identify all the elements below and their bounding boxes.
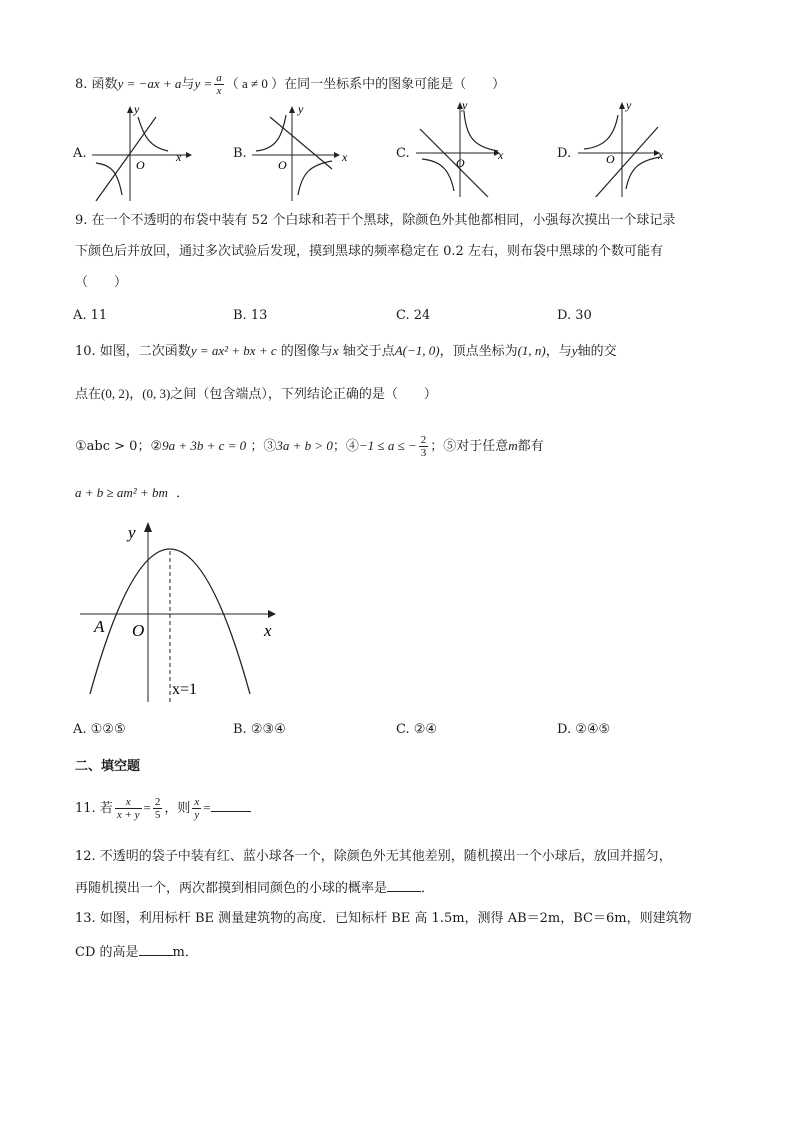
q10-line-2: 点在(0, 2)，(0, 3)之间（包含端点），下列结论正确的是（ ） [75, 386, 437, 402]
q8d-origin: O [606, 152, 615, 166]
q8-option-b[interactable]: B. [233, 146, 247, 161]
q8-option-a[interactable]: A. [73, 146, 87, 161]
q9-option-b[interactable]: B. 13 [233, 308, 268, 323]
q9-line-3: （ ） [75, 275, 128, 290]
q8b-y-label: y [298, 103, 304, 116]
q11-frac-3: $\frac{x}{y}$ [194, 796, 200, 821]
q8-eq1: y = −ax + a [117, 76, 182, 91]
q10-option-d[interactable]: D. ②④⑤ [557, 722, 611, 737]
q10-point-a-label: A [94, 617, 105, 636]
q8a-y-label: y [134, 103, 140, 116]
q9-option-d[interactable]: D. 30 [557, 308, 592, 323]
q8a-x-label: x [176, 150, 182, 164]
q10-frac: $\frac{2}{3}$ [420, 434, 427, 459]
q10-conclusions: ①abc > 0；②9a + 3b + c = 0 ；③3a + b > 0；④−1 ≤ a ≤ − $\frac{2}{3}$ ；⑤对于任意m都有 [75, 434, 544, 459]
q8-option-d[interactable]: D. [557, 146, 572, 161]
q11-answer-blank[interactable] [211, 799, 251, 812]
q8-frac: $\frac{a}{x}$ [216, 72, 222, 97]
q10-option-a[interactable]: A. ①②⑤ [73, 722, 126, 737]
q10-option-b[interactable]: B. ②③④ [233, 722, 286, 737]
q8-graph-b [248, 103, 358, 203]
q9-line-1: 9. 在一个不透明的布袋中装有 52 个白球和若干个黑球，除颜色外其他都相同，小强每次摸出一个球记录 [75, 213, 676, 228]
q9-option-a[interactable]: A. 11 [73, 308, 108, 323]
section-title-fill-in: 二、填空题 [75, 759, 141, 774]
q8b-x-label: x [342, 150, 348, 164]
q12-line-1: 12. 不透明的袋子中装有红、蓝小球各一个，除颜色外无其他差别，随机摸出一个小球后，放回并摇匀， [75, 849, 672, 864]
q10-axis-of-symmetry-label: x=1 [172, 681, 198, 698]
q11-frac-1: $\frac{x}{x + y}$ [116, 796, 140, 821]
q8-graph-d [574, 97, 684, 197]
q10-x-label: x [264, 621, 272, 640]
q10-origin-label: O [132, 621, 145, 640]
q13-answer-blank[interactable] [139, 943, 173, 956]
q13-line-1: 13. 如图，利用标杆 BE 测量建筑物的高度．已知标杆 BE 高 1.5m，测得 AB＝2m，BC＝6m，则建筑物 [75, 911, 692, 926]
q12-line-2: 再随机摸出一个，两次都摸到相同颜色的小球的概率是 ． [75, 881, 435, 896]
q8d-y-label: y [626, 98, 632, 112]
q11-stem: 11. 若 $\frac{x}{x + y}$ = $\frac{2}{5}$ ，则 $\frac{x}{y}$ = [75, 796, 251, 821]
q13-line-2: CD 的高是 m． [75, 945, 198, 960]
q10-line-1: 10. 如图，二次函数y = ax² + bx + c 的图像与x 轴交于点A(−1, 0)，顶点坐标为(1, n)，与y轴的交 [75, 343, 617, 359]
q8-stem: 8. 函数y = −ax + a与y = $\frac{a}{x}$ （ a ≠ 0 ）在同一坐标系中的图象可能是（ ） [75, 72, 506, 97]
q8d-x-label: x [658, 148, 664, 162]
q10-conclusion-5: a + b ≥ am² + bm ． [75, 485, 190, 501]
q12-answer-blank[interactable] [387, 879, 421, 892]
q10-parabola-graph [76, 518, 286, 708]
q9-line-2: 下颜色后并放回，通过多次试验后发现，摸到黑球的频率稳定在 0.2 左右，则布袋中黑球的个数可能有 [75, 244, 663, 259]
q10-y-label: y [128, 523, 136, 542]
q8-graph-a [88, 103, 198, 203]
q8-option-c[interactable]: C. [396, 146, 410, 161]
q8a-origin: O [136, 158, 145, 172]
q8c-origin: O [456, 156, 465, 170]
q8-graph-c [412, 97, 522, 197]
q8c-y-label: y [462, 98, 468, 112]
q8b-origin: O [278, 158, 287, 172]
q9-option-c[interactable]: C. 24 [396, 308, 431, 323]
q11-frac-2: $\frac{2}{5}$ [154, 796, 161, 821]
q8c-x-label: x [498, 148, 504, 162]
q10-option-c[interactable]: C. ②④ [396, 722, 438, 737]
